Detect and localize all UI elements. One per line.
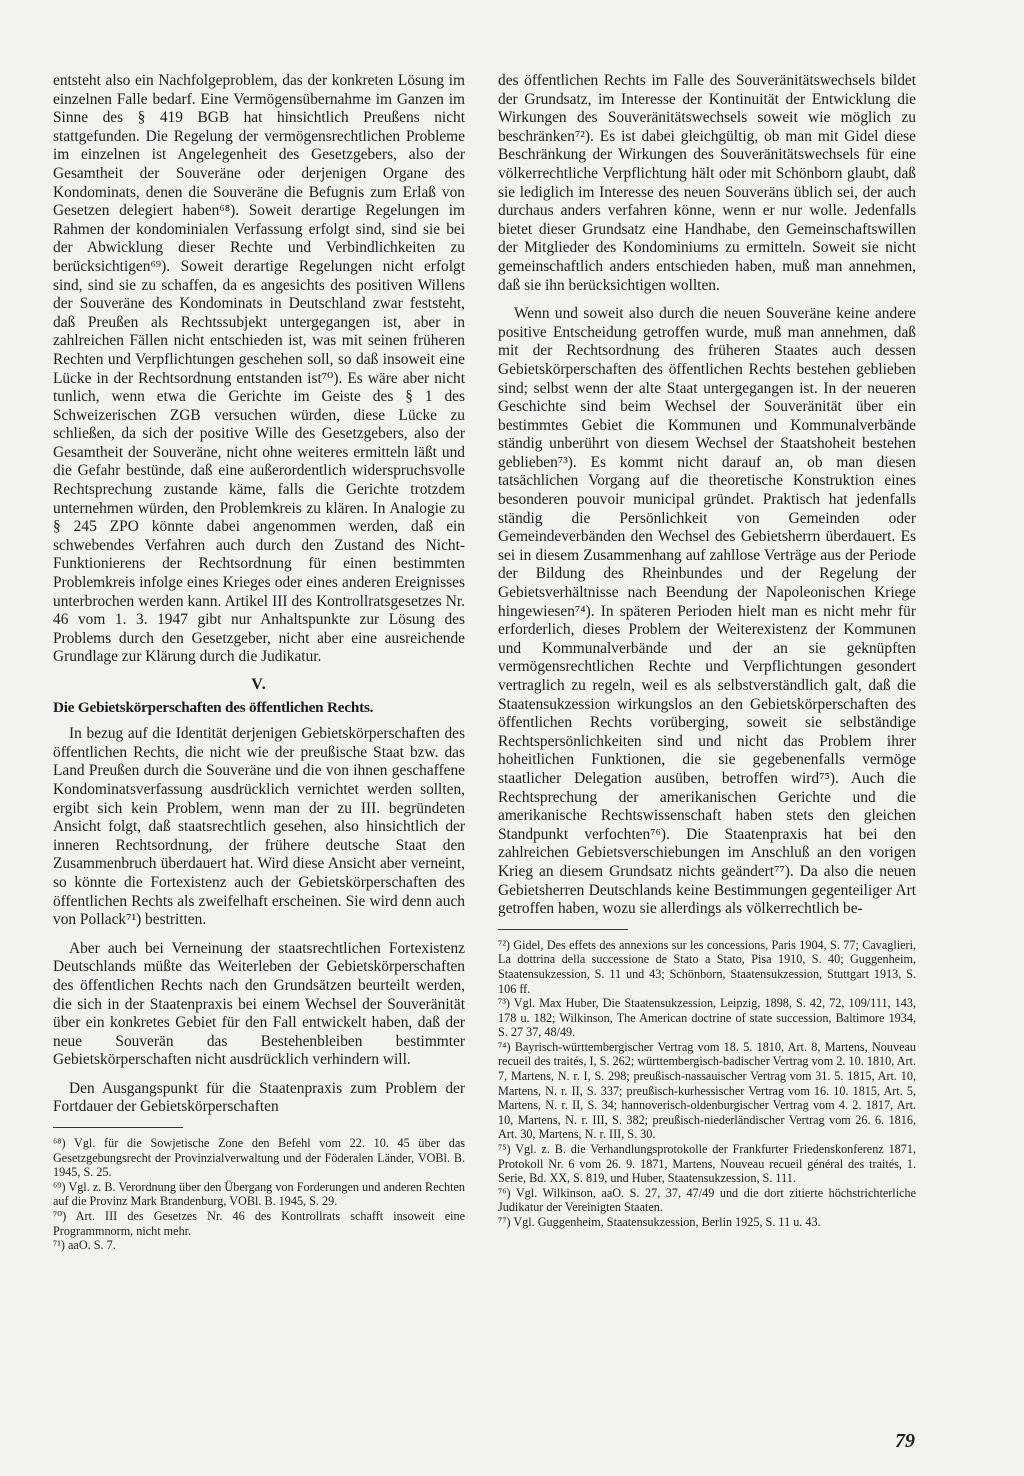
footnote-76: ⁷⁶) Vgl. Wilkinson, aaO. S. 27, 37, 47/49 und die dort zitierte höchstrichterliche Judikatur der Vereinigten Staaten. bbox=[498, 1185, 916, 1215]
right-paragraph-2: Wenn und soweit also durch die neuen Souveräne keine andere positive Entscheidung getroffen wurde, muß man annehmen, daß mit der Rechtsordnung des früheren Staates auch dessen Gebietskörperschaften des öffentlichen Rechts bestehen geblieben sind; selbst wenn der alte Staat untergegangen ist. In der neueren Geschichte sind beim Wechsel der Souveränität über ein bestimmtes Gebiet die Kommunen und Kommunalverbände ständig unberührt von diesem Wechsel der Staatshoheit bestehen geblieben⁷³). Es kommt nicht darauf an, ob man diesen tatsächlichen Vorgang auf die theoretische Konstruktion eines besonderen pouvoir municipal gründet. Praktisch hat jedenfalls ständig die Persönlichkeit von Gemeinden oder Gemeindeverbänden den Wechsel des Gebietsherrn überdauert. Es sei in diesem Zusammenhang auf zahllose Verträge aus der Periode der Bildung des Rheinbundes und der Regelung der Gebietsverhältnisse nach Beendung der Napoleonischen Kriege hingewiesen⁷⁴). In späteren Perioden hielt man es nicht mehr für erforderlich, dieses Problem der Weiterexistenz der Kommunen und Kommunalverbände und der an sie geknüpften vermögensrechtlichen Rechte und Verpflichtungen gesondert vertraglich zu regeln, weil es als selbstverständlich galt, daß die Staatensukzession wirkungslos an den Gebietskörperschaften des öffentlichen Rechts vorüberging, soweit sie selbständige Rechtspersönlichkeiten sind und nicht das Problem ihrer hoheitlichen Funktionen, die sie gegebenenfalls vermöge staatlicher Delegation ausüben, betroffen wird⁷⁵). Auch die Rechtsprechung der amerikanischen Gerichte und die amerikanische Rechtswissenschaft haben stets den gleichen Standpunkt verfochten⁷⁶). Die Staatenpraxis hat bei den zahlreichen Gebietsverschiebungen im Anschluß an den vorigen Krieg an diesem Grundsatz nichts geändert⁷⁷). Da also die neuen Gebietsherren Deutschlands keine Bestimmungen gegenteiliger Art getroffen haben, wozu sie allerdings als völkerrechtlich be- bbox=[498, 305, 916, 918]
footnote-divider bbox=[53, 1127, 183, 1128]
footnote-75: ⁷⁵) Vgl. z. B. die Verhandlungsprotokolle der Frankfurter Friedenskonferenz 1871, Protokoll Nr. 6 vom 26. 9. 1871, Martens, Nouveau recueil général des traités, 1. Serie, Bd. XX, S. 819, und Huber, Staatensukzession, S. 111. bbox=[498, 1142, 916, 1186]
footnote-77: ⁷⁷) Vgl. Guggenheim, Staatensukzession, Berlin 1925, S. 11 u. 43. bbox=[498, 1215, 821, 1229]
left-paragraph-1: entsteht also ein Nachfolgeproblem, das der konkreten Lösung im einzelnen Falle bedarf. Eine Vermögensübernahme im Ganzen im Sinne des § 419 BGB hat hinsichtlich Preußens nicht stattgefunden. Die Regelung der vermögensrechtlichen Probleme im einzelnen ist Angelegenheit des Gesetzgebers, also der Gesamtheit der Souveräne oder derjenigen Organe des Kondominats, denen die Souveräne die Befugnis zum Erlaß von Gesetzen delegiert haben⁶⁸). Soweit derartige Regelungen im Rahmen der kondominialen Verfassung erfolgt sind, sind sie bei der Abwicklung dieser Rechte und Verbindlichkeiten zu berücksichtigen⁶⁹). Soweit derartige Regelungen nicht erfolgt sind, sind sie zu schaffen, da es angesichts des positiven Willens der Souveräne des Kondominats in Deutschland zwar feststeht, daß Preußen als Rechtssubjekt untergegangen ist, aber in zahlreichen Fällen nicht entschieden ist, was mit seinen früheren Rechten und Verpflichtungen geschehen soll, so daß insoweit eine Lücke in der Rechtsordnung entstanden ist⁷⁰). Es wäre aber nicht tunlich, wenn etwa die Gerichte im Geiste des § 1 des Schweizerischen ZGB versuchen würden, diese Lücke zu schließen, da sich der positive Wille des Gesetzgebers, also der Gesamtheit der Souveräne, nicht ohne weiteres ermitteln läßt und die Gefahr bestünde, daß eine außerordentlich widerspruchsvolle Rechtsprechung zustande käme, falls die Gerichte trotzdem unternehmen würden, den Problemkreis zu klären. In Analogie zu § 245 ZPO könnte dabei angenommen werden, daß ein schwebendes Verfahren auch durch den Zustand des Nicht-Funktionierens der Rechtsordnung für einen bestimmten Problemkreis infolge eines Krieges oder eines anderen Ereignisses unterbrochen werden kann. Artikel III des Kontrollratsgesetzes Nr. 46 vom 1. 3. 1947 gibt nur Anhaltspunkte zur Lösung des Problems durch den Gesetzgeber, nicht aber eine ausreichende Grundlage zur Klärung durch die Judikatur. bbox=[53, 72, 465, 666]
footnote-70: ⁷⁰) Art. III des Gesetzes Nr. 46 des Kontrollrats schafft insoweit eine Programmnorm, nicht mehr. bbox=[53, 1209, 465, 1238]
page-number: 79 bbox=[895, 1430, 915, 1452]
footnote-71: ⁷¹) aaO. S. 7. bbox=[53, 1238, 116, 1253]
section-number: V. bbox=[251, 676, 267, 693]
right-paragraph-1: des öffentlichen Rechts im Falle des Souveränitätswechsels bildet der Grundsatz, im Interesse der Kontinuität der Entwicklung die Wirkungen des Souveränitätswechsels soweit wie möglich zu beschränken⁷²). Es ist dabei gleichgültig, ob man mit Gidel diese Beschränkung der Wirkungen des Souveränitätswechsels für eine völkerrechtliche Verpflichtung hält oder mit Schönborn glaubt, daß sie lediglich im Interesse des neuen Souveräns üblich sei, der auch durchaus anders verfahren könne, wenn er nur wolle. Jedenfalls bietet dieser Grundsatz eine Handhabe, den Gemeinschaftswillen der Mitglieder des Kondominiums zu ermitteln. Soweit sie nicht gemeinschaftlich anders entschieden haben, muß man annehmen, daß sie ihn berücksichtigen wollten. bbox=[498, 72, 916, 294]
section-paragraph-2: Aber auch bei Verneinung der staatsrechtlichen Fortexistenz Deutschlands müßte das Weiterleben der Gebietskörperschaften des öffentlichen Rechts nach den Grundsätzen beurteilt werden, die sich in der Staatenpraxis bei einem Wechsel der Souveränität über ein konkretes Gebiet für den Fall entwickelt haben, daß der neue Souverän das Bestehenbleiben bestimmter Gebietskörperschaften nicht ausdrücklich verhindern will. bbox=[53, 939, 465, 1069]
footnote-73: ⁷³) Vgl. Max Huber, Die Staatensukzession, Leipzig, 1898, S. 42, 72, 109/111, 143, 178 u. 182; Wilkinson, The American doctrine of state succession, Baltimore 1934, S. 27 37, 48/49. bbox=[498, 996, 916, 1040]
footnote-68: ⁶⁸) Vgl. für die Sowjetische Zone den Befehl vom 22. 10. 45 über das Gesetzgebungsrecht der Provinzialverwaltung und der Föderalen Länder, VOBl. B. 1945, S. 25. bbox=[53, 1136, 465, 1180]
left-column bbox=[53, 72, 465, 1253]
section-paragraph-3: Den Ausgangspunkt für die Staatenpraxis zum Problem der Fortdauer der Gebietskörperschaften bbox=[53, 1079, 465, 1116]
section-title: Die Gebietskörperschaften des öffentlichen Rechts. bbox=[53, 698, 374, 716]
footnote-69: ⁶⁹) Vgl. z. B. Verordnung über den Übergang von Forderungen und anderen Rechten auf die Provinz Mark Brandenburg, VOBl. B. 1945, S. 29. bbox=[53, 1179, 465, 1209]
footnote-74: ⁷⁴) Bayrisch-württembergischer Vertrag vom 18. 5. 1810, Art. 8, Martens, Nouveau recueil des traités, I, S. 262; württembergisch-badischer Vertrag vom 2. 10. 1810, Art. 7, Martens, N. r. I, S. 298; preußisch-nassauischer Vertrag vom 31. 5. 1815, Art. 10, Martens, N. r. II, S. 337; preußisch-kurhessischer Vertrag vom 16. 10. 1815, Art. 5, Martens, N. r. II, S. 34; hannoverisch-oldenburgischer Vertrag vom 4. 2. 1817, Art. 10, Martens, N. r. III, S. 382; preußisch-niederländischer Vertrag vom 26. 6. 1816, Art. 30, Martens, N. r. III, S. 30. bbox=[498, 1039, 916, 1142]
section-paragraph-1: In bezug auf die Identität derjenigen Gebietskörperschaften des öffentlichen Rechts, die nicht wie der preußische Staat bzw. das Land Preußen durch die Souveräne und die von ihnen geschaffene Kondominatsverfassung ausdrücklich vernichtet werden sollten, ergibt sich kein Problem, wenn man der zu III. begründeten Ansicht folgt, daß staatsrechtlich gesehen, also hinsichtlich der inneren Rechtsordnung, der frühere deutsche Staat den Zusammenbruch überdauert hat. Wird diese Ansicht aber verneint, so könnte die Fortexistenz auch der Gebietskörperschaften des öffentlichen Rechts als zweifelhaft erscheinen. Sie wird denn auch von Pollack⁷¹) bestritten. bbox=[53, 725, 465, 929]
footnote-divider-right bbox=[498, 929, 628, 930]
footnote-72: ⁷²) Gidel, Des effets des annexions sur les concessions, Paris 1904, S. 77; Cavaglieri, La dottrina della successione de Stato a Stato, Pisa 1910, S. 40; Guggenheim, Staatensukzession, S. 11 und 43; Schönborn, Staatensukzession, Stuttgart 1913, S. 106 ff. bbox=[498, 937, 916, 996]
right-column bbox=[498, 72, 916, 1230]
